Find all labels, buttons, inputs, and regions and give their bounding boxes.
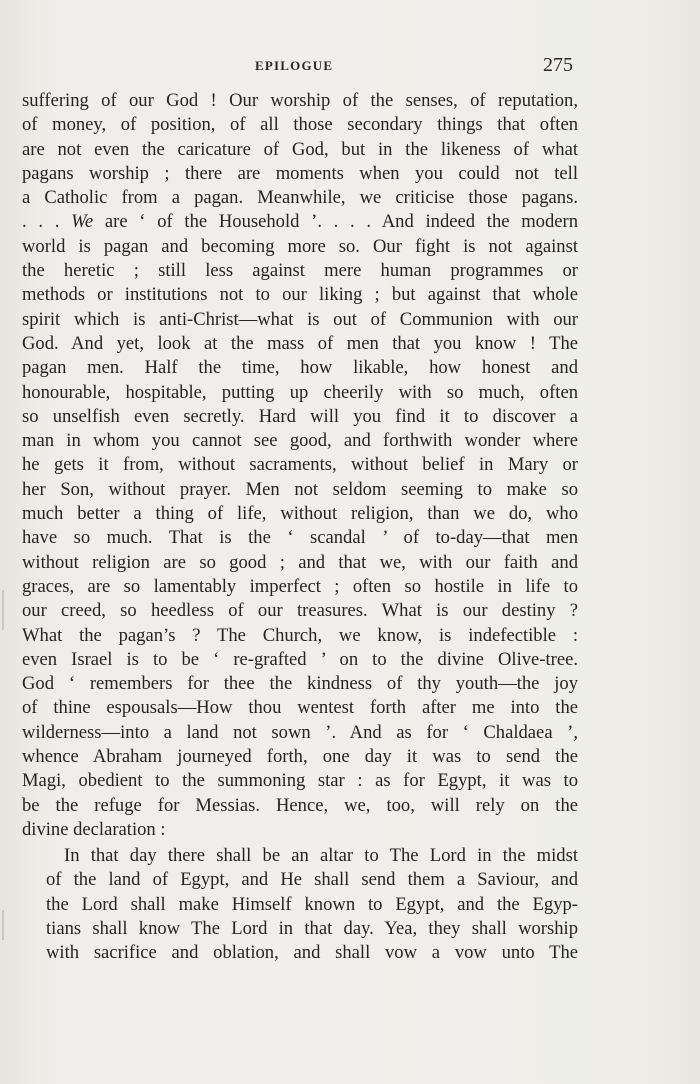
quote-line: the Lord shall make Himself known to Egypt, and the Egyp- xyxy=(46,893,578,915)
text-line: pagan men. Half the time, how likable, how honest and xyxy=(22,357,578,379)
text-line: be the refuge for Messias. Hence, we, too, will rely on the xyxy=(22,794,578,816)
text-line: a Catholic from a pagan. Meanwhile, we criticise those pagans. xyxy=(22,187,578,209)
text-line: divine declaration : xyxy=(22,818,166,840)
text-line: he gets it from, without sacraments, without belief in Mary or xyxy=(22,454,578,476)
quote-line: with sacrifice and oblation, and shall vow a vow unto The xyxy=(46,942,578,964)
page-edge-mark xyxy=(2,590,4,630)
text-line: are not even the caricature of God, but in the likeness of what xyxy=(22,138,578,160)
page-header xyxy=(0,54,700,78)
text-line: Magi, obedient to the summoning star : as for Egypt, it was to xyxy=(22,770,578,792)
text-line: God ‘ remembers for thee the kindness of thy youth—the joy xyxy=(22,673,578,695)
text-line: wilderness—into a land not sown ’. And as for ‘ Chaldaea ’, xyxy=(22,721,578,743)
text-line: God. And yet, look at the mass of men that you know ! The xyxy=(22,332,578,354)
quote-line: of the land of Egypt, and He shall send them a Saviour, and xyxy=(46,869,578,891)
text-line: of thine espousals—How thou wentest forth after me into the xyxy=(22,697,578,719)
quote-line: In that day there shall be an altar to The Lord in the midst xyxy=(64,845,578,866)
text-line: much better a thing of life, without religion, than we do, who xyxy=(22,503,578,525)
text-line: the heretic ; still less against mere human programmes or xyxy=(22,260,578,282)
scripture-quote xyxy=(22,844,578,965)
text-line: man in whom you cannot see good, and forthwith wonder where xyxy=(22,430,578,452)
text-line: spirit which is anti-Christ—what is out of Communion with our xyxy=(22,308,578,330)
page-number: 275 xyxy=(543,54,573,76)
text-line: methods or institutions not to our liking ; but against that whole xyxy=(22,284,578,306)
text-line: her Son, without prayer. Men not seldom seeming to make so xyxy=(22,478,578,500)
text-line: so unselfish even secretly. Hard will you find it to discover a xyxy=(22,405,578,427)
text-line: What the pagan’s ? The Church, we know, is indefectible : xyxy=(22,624,578,646)
quote-line: tians shall know The Lord in that day. Yea, they shall worship xyxy=(46,917,578,939)
text-line: world is pagan and becoming more so. Our fight is not against xyxy=(22,235,578,257)
text-line: our creed, so heedless of our treasures. What is our destiny ? xyxy=(22,600,578,622)
text-line: even Israel is to be ‘ re-grafted ’ on to the divine Olive-tree. xyxy=(22,648,578,670)
emphasis: We xyxy=(71,211,94,233)
text-line: honourable, hospitable, putting up cheerily with so much, often xyxy=(22,381,578,403)
page-edge-mark xyxy=(2,910,4,940)
text-line: . . . We are ‘ of the Household ’. . . . And indeed the modern xyxy=(22,211,578,233)
text-line: have so much. That is the ‘ scandal ’ of to-day—that men xyxy=(22,527,578,549)
text-line: of money, of position, of all those secondary things that often xyxy=(22,114,578,136)
text-line: suffering of our God ! Our worship of the senses, of reputation, xyxy=(22,90,578,111)
text-line: graces, are so lamentably imperfect ; often so hostile in life to xyxy=(22,575,578,597)
text-line: pagans worship ; there are moments when you could not tell xyxy=(22,162,578,184)
body-text xyxy=(22,89,578,842)
text-line: without religion are so good ; and that we, with our faith and xyxy=(22,551,578,573)
text-line: whence Abraham journeyed forth, one day it was to send the xyxy=(22,746,578,768)
running-title: EPILOGUE xyxy=(255,58,334,73)
